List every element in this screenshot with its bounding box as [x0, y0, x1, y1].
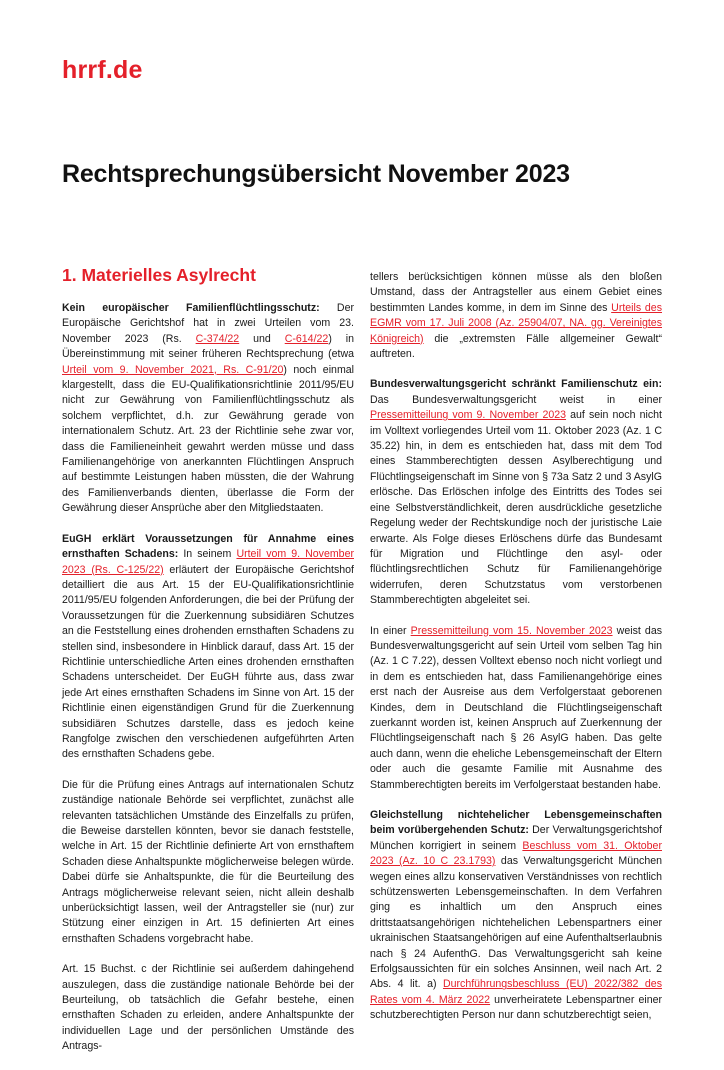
paragraph [62, 778, 354, 947]
paragraph-text: ) noch einmal klargestellt, dass die EU-Qualifikationsrichtlinie 2011/95/EU nicht zur Gewährung von Familienflüchtlingsschutz als solchem verpflichtet, d.h. zur Gewährung gerade von internationalem Schutz. Art. 23 der Richtlinie sehe zwar vor, dass die Familieneinheit gewahrt werden müsse und dass Familienangehörige von anerkannten Flüchtlingen Anspruch auf bestimmte Leistungen haben müssten, die der Wahrung des Familienverbands dienten, überlasse die Form der Gewährung dieser Ansprüche aber den Mitgliedstaaten. [62, 363, 355, 515]
paragraph [62, 301, 354, 517]
paragraph-text: die „extremsten Fälle allgemeiner Gewalt“ auftreten. [370, 332, 662, 361]
citation-link[interactable]: Urteil vom 9. November 2023 (Rs. C-125/22) [62, 548, 354, 576]
citation-link[interactable]: Urteils des EGMR vom 17. Juli 2008 (Az. 25904/07, NA. gg. Vereinigtes Königreich) [370, 301, 662, 345]
citation-link[interactable]: Urteil vom 9. November 2021, Rs. C-91/20 [62, 363, 284, 376]
site-logo[interactable]: hrrf.de [62, 56, 143, 84]
citation-link[interactable]: Pressemitteilung vom 15. November 2023 [410, 624, 613, 637]
paragraph-text: und [239, 332, 285, 345]
paragraph-lead-in: EuGH erklärt Voraussetzungen für Annahme eines ernsthaften Schadens: [62, 532, 354, 561]
paragraph-lead-in: Bundesverwaltungsgericht schränkt Familienschutz ein: [370, 378, 662, 391]
paragraph-lead-in: Gleichstellung nichtehelicher Lebensgemeinschaften beim vorübergehenden Schutz: [370, 809, 662, 837]
paragraph-text: Das Bundesverwaltungsgericht weist in einer [370, 393, 662, 406]
paragraph-text: tellers berücksichtigen können müsse als den bloßen Umstand, dass der Antragsteller aus einem Gebiet eines bestimmten Landes komme, in dem im Sinne des [370, 271, 662, 314]
paragraph-text: Der Verwaltungsgerichtshof München korrigiert in seinem [370, 824, 662, 852]
page-title: Rechtsprechungsübersicht November 2023 [62, 160, 570, 188]
paragraph-text: Die für die Prüfung eines Antrags auf internationalen Schutz zuständige nationale Behörde sei verpflichtet, zunächst alle relevanten tatsächlichen Umstände des Einzelfalls zu prüfen, die Beweise darstellen könnten, bevor sie danach feststelle, welche in Art. 15 der Richtlinie definierte Art von ernsthaftem Schaden diese Anhaltspunkte möglicherweise belegen würde. Dabei dürfe sie Anhaltspunkte, die für die Beurteilung des Antrags möglicherweise relevant seien, nicht allein deshalb unberücksichtigt lassen, weil der Antragsteller sie (nur) zur Stützung einer einzigen in Art. 15 definierten Art eines ernsthaften Schadens vorgebracht habe. [62, 778, 354, 945]
paragraph-text: Der Europäische Gerichtshof hat in zwei Urteilen vom 23. November 2023 (Rs. [62, 302, 355, 345]
paragraph-text: In einer [370, 624, 411, 637]
citation-link[interactable]: C-614/22 [284, 332, 329, 345]
paragraph-text: unverheiratete Lebenspartner einer schutzberechtigten Person nur dann schutzberechtigt seien, [370, 993, 663, 1022]
paragraph-text: ) in Übereinstimmung mit seiner früheren Rechtsprechung (etwa [62, 332, 355, 361]
right-column [370, 270, 662, 1039]
paragraph [62, 962, 354, 1054]
paragraph [370, 808, 662, 1024]
section-heading: 1. Materielles Asylrecht [62, 265, 256, 285]
paragraph-text: weist das Bundesverwaltungsgericht auf sein Urteil vom selben Tag hin (Az. 1 C 7.22), dessen Volltext ebenso noch nicht vorliegt und in dem es entschieden hat, dass Familienangehörige eines erst nach der Ausreise aus dem Verfolgerstaat geborenen Kindes, dem in Deutschland die Flüchtlingseigenschaft zuerkannt worden ist, keinen Anspruch auf Zuerkennung der Flüchtlingseigenschaft nach § 26 AsylG haben. Das gelte auch dann, wenn die eheliche Lebensgemeinschaft der Eltern oder auch die gesamte Familie mit Ausnahme des Stammberechtigten bereits im Verfolgerstaat bestanden habe. [370, 624, 663, 791]
paragraph-text: das Verwaltungsgericht München wegen eines allzu konservativen Verständnisses von rechtlich schützenswerten Lebensgemeinschaften. In dem Verfahren ging es inhaltlich um den Anspruch eines drittstaatsangehörigen nichtehelichen Lebenspartners einer ukrainischen Staatsangehörigen auf eine Aufenthaltserlaubnis nach § 24 AufenthG. Das Verwaltungsgericht sah keine Erfolgsaussichten für ein solches Ansinnen, weil nach Art. 2 Abs. 4 lit. a) [370, 855, 662, 991]
left-column [62, 264, 354, 1070]
paragraph [370, 624, 662, 793]
citation-link[interactable]: Durchführungsbeschluss (EU) 2022/382 des Rates vom 4. März 2022 [370, 978, 662, 1006]
paragraph [370, 270, 662, 362]
paragraph-text: In seinem [178, 548, 237, 561]
citation-link[interactable]: Pressemitteilung vom 9. November 2023 [370, 409, 567, 422]
citation-link[interactable]: C-374/22 [195, 332, 240, 345]
paragraph-text: Art. 15 Buchst. c der Richtlinie sei außerdem dahingehend auszulegen, dass die zuständige nationale Behörde bei der Beurteilung, ob tatsächlich die Gefahr bestehe, einen ernsthaften Schaden zu erleiden, andere Anhaltspunkte der individuellen Lage und der persönlichen Umstände des Antrags- [62, 963, 354, 1053]
paragraph-lead-in: Kein europäischer Familienflüchtlingsschutz: [62, 302, 320, 314]
paragraph [370, 377, 662, 608]
citation-link[interactable]: Beschluss vom 31. Oktober 2023 (Az. 10 C 23.1793) [370, 839, 662, 868]
paragraph [62, 532, 354, 763]
paragraph-text: erläutert der Europäische Gerichtshof detailliert die aus Art. 15 der EU-Qualifikationsrichtlinie 2011/95/EU folgenden Anforderungen, die bei der Prüfung der Voraussetzungen für die Zuerkennung subsidiären Schutzes an die Feststellung eines drohenden ernsthaften Schadens zu stellen sind, insbesondere in Hinblick darauf, dass Art. 15 der Richtlinie unterschiedliche Arten eines drohenden ernsthaften Schadens unterscheidet. Der EuGH führte aus, dass zwar jede Art eines ernsthaften Schadens im Sinne von Art. 15 der Richtlinie einen eigenständigen Grund für die Zuerkennung subsidiären Schutzes darstelle, dass es jedoch keine Rangfolge zwischen den verschiedenen aufgeführten Arten des ernsthaften Schadens gebe. [62, 563, 354, 761]
paragraph-text: auf sein noch nicht im Volltext vorliegendes Urteil vom 11. Oktober 2023 (Az. 1 C 35.22) hin, in dem es entschieden hat, dass mit dem Tod eines Stammberechtigten dessen Asylberechtigung und Flüchtlingseigenschaft im Sinne von § 73a Satz 2 und 3 AsylG erlösche. Das Erlöschen infolge des Eintritts des Todes sei eine Selbstverständlichkeit, deren ausdrückliche gesetzliche Regelung weder der Rechtskundige noch der juristische Laie erwarte. Als Folge dieses Erlöschens dürfe das Bundesamt für Migration und Flüchtlinge den asyl- oder flüchtlingsrechtlichen Schutz für Familienangehörige widerrufen, deren Schutzstatus vom verstorbenen Stammberechtigten abgeleitet sei. [370, 409, 662, 607]
